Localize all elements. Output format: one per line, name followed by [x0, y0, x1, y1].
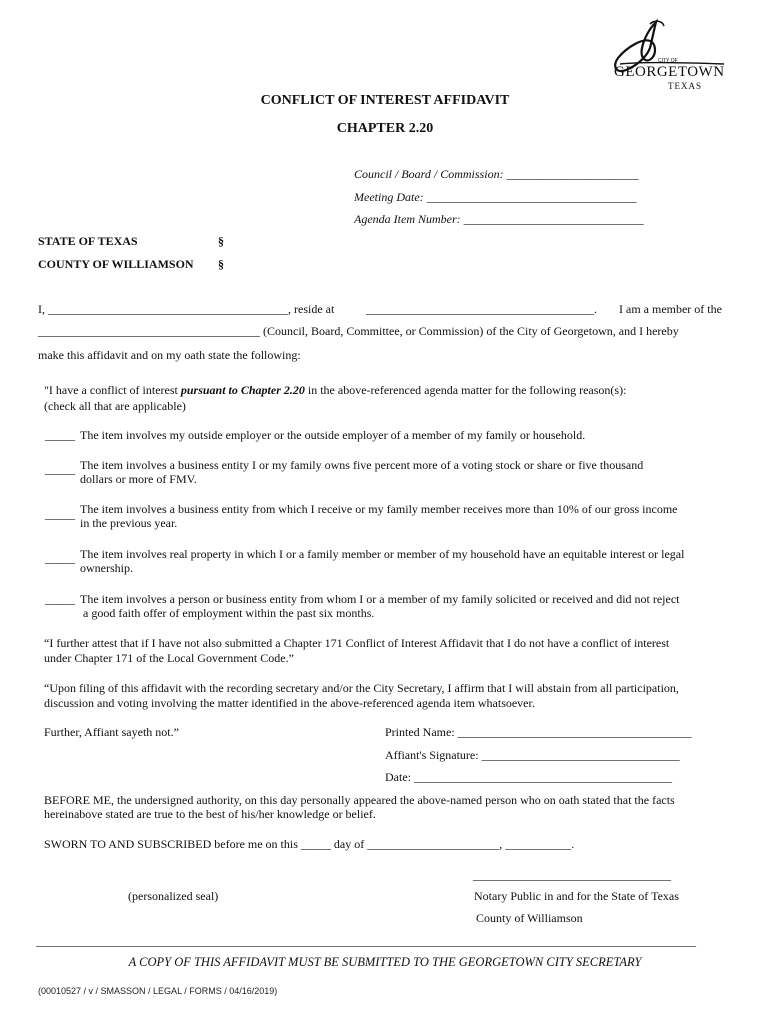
reason-3-text-cont: in the previous year. [80, 516, 178, 530]
intro-name-field[interactable]: I, ________________________________________, reside at [38, 302, 335, 316]
reason-checkbox-1[interactable]: _____ [45, 428, 75, 442]
printed-name-field[interactable]: Printed Name: _______________________________________ [385, 725, 692, 739]
date-field[interactable]: Date: ___________________________________________ [385, 770, 672, 784]
attest-line-1: “I further attest that if I have not also submitted a Chapter 171 Conflict of Interest Affidavit that I do not have a conflict of interest [44, 636, 670, 650]
intro-member-text: I am a member of the [619, 302, 722, 316]
intro-address-field[interactable]: ______________________________________. [366, 302, 597, 316]
document-subtitle: CHAPTER 2.20 [336, 121, 434, 136]
reason-3-text: The item involves a business entity from which I receive or my family member receives more than 10% of our gross income [80, 502, 678, 516]
reason-4-text-cont: ownership. [80, 561, 133, 575]
venue-state: STATE OF TEXAS [38, 234, 138, 248]
agenda-item-field[interactable]: Agenda Item Number: ______________________________ [354, 212, 644, 226]
statement-suffix: in the above-referenced agenda matter for the following reason(s): [304, 383, 627, 397]
statement-prefix: "I have a conflict of interest [44, 383, 181, 397]
abstain-line-1: “Upon filing of this affidavit with the recording secretary and/or the City Secretary, I affirm that I will abstain from all participation, [44, 681, 679, 695]
footer-notice: A COPY OF THIS AFFIDAVIT MUST BE SUBMITTED TO THE GEORGETOWN CITY SECRETARY [128, 955, 642, 969]
document-title: CONFLICT OF INTEREST AFFIDAVIT [260, 93, 510, 108]
abstain-line-2: discussion and voting involving the matter identified in the above-referenced agenda item whatsoever. [44, 696, 535, 710]
logo-small-text: CITY OF [658, 58, 678, 64]
reason-checkbox-4[interactable]: _____ [45, 551, 75, 565]
notary-signature-line[interactable]: _________________________________ [473, 868, 671, 882]
affiant-signature-field[interactable]: Affiant's Signature: _________________________________ [385, 748, 680, 762]
section-mark-2: § [218, 257, 224, 271]
before-me-line-1: BEFORE ME, the undersigned authority, on this day personally appeared the above-named person who on oath stated that the facts [44, 793, 675, 807]
section-mark-1: § [218, 234, 224, 248]
reason-2-text-cont: dollars or more of FMV. [80, 472, 197, 486]
meeting-date-field[interactable]: Meeting Date: ___________________________________ [354, 190, 637, 204]
reason-2-text: The item involves a business entity I or my family owns five percent more of a voting stock or share or five thousand [80, 458, 644, 472]
notary-public-label: Notary Public in and for the State of Texas [474, 889, 679, 903]
sworn-line[interactable]: SWORN TO AND SUBSCRIBED before me on this _____ day of ______________________, ___________. [44, 837, 575, 851]
reason-checkbox-3[interactable]: _____ [45, 507, 75, 521]
reason-5-text-cont: a good faith offer of employment within the past six months. [83, 606, 375, 620]
statement-emphasis: pursuant to Chapter 2.20 [180, 383, 305, 397]
footer-form-code: (00010527 / v / SMASSON / LEGAL / FORMS / 04/16/2019) [38, 986, 278, 996]
logo-sub-text: TEXAS [668, 81, 702, 91]
intro-body-field[interactable]: _____________________________________ (Council, Board, Committee, or Commission) of the City of Georgetown, and I hereby [38, 324, 679, 338]
reason-4-text: The item involves real property in which I or a family member or member of my household have an equitable interest or legal [80, 547, 685, 561]
personalized-seal: (personalized seal) [128, 889, 219, 903]
city-logo [606, 18, 732, 96]
reason-5-text: The item involves a person or business entity from whom I or a member of my family solicited or received and did not reject [80, 592, 680, 606]
council-field[interactable]: Council / Board / Commission: ______________________ [354, 167, 639, 181]
reason-1-text: The item involves my outside employer or the outside employer of a member of my family or household. [80, 428, 586, 442]
footer-rule: ______________________________________________________________________________________________________________ [36, 934, 696, 948]
attest-line-2: under Chapter 171 of the Local Government Code.” [44, 651, 294, 665]
before-me-line-2: hereinabove stated are true to the best of his/her knowledge or belief. [44, 807, 376, 821]
venue-county: COUNTY OF WILLIAMSON [38, 257, 194, 271]
statement-text [44, 383, 626, 398]
reason-checkbox-2[interactable]: _____ [45, 462, 75, 476]
further-affiant: Further, Affiant sayeth not.” [44, 725, 179, 739]
check-note: (check all that are applicable) [44, 399, 186, 413]
intro-oath: make this affidavit and on my oath state the following: [38, 348, 301, 362]
reason-checkbox-5[interactable]: _____ [45, 592, 75, 606]
logo-main-text: GEORGETOWN [614, 64, 725, 80]
notary-county-label: County of Williamson [476, 911, 583, 925]
